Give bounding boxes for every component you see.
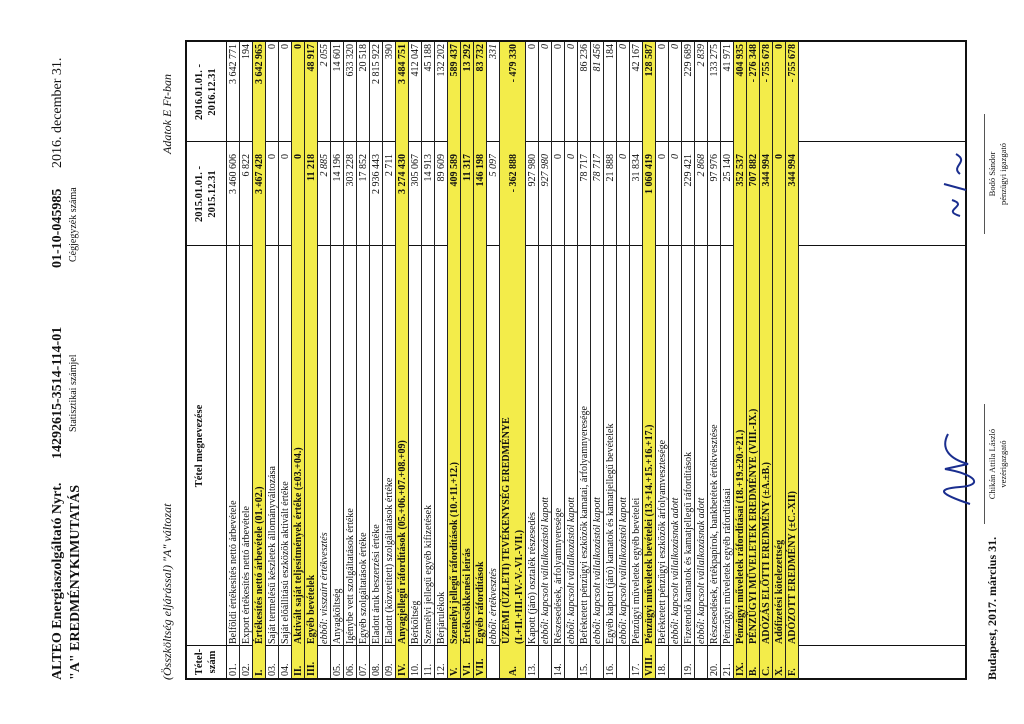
value-2015: 0 — [774, 154, 785, 159]
table-row — [344, 42, 357, 678]
row-code: IV. — [397, 663, 408, 676]
value-2015: 78 717 — [592, 154, 603, 182]
table-row — [253, 42, 266, 678]
value-2016: 83 732 — [475, 44, 486, 72]
stat-number: 14292615-3514-114-01 — [50, 326, 65, 459]
row-label: Saját termelésű készletek állományváltozása — [267, 466, 278, 644]
value-2015: 0 — [267, 154, 278, 159]
reg-label: Cégjegyzék száma — [68, 187, 79, 262]
value-2016: 48 917 — [306, 44, 317, 72]
row-code: 20. — [709, 663, 720, 676]
value-2016: 3 642 965 — [254, 44, 265, 84]
row-label: Eladott áruk beszerzési értéke — [371, 524, 382, 644]
row-label: Eladott (közvetített) szolgáltatások értéke — [384, 477, 395, 644]
table-row — [643, 42, 656, 678]
value-2016: 42 167 — [631, 44, 642, 72]
col-header-name: Tétel megnevezése — [187, 246, 227, 646]
signer-name: Chikán Attila László — [987, 428, 997, 500]
report-date: 2016. december 31. — [50, 57, 65, 168]
row-label: Pénzügyi műveletek ráfordításai (18.+19.±20.+21.) — [735, 429, 746, 644]
value-2015: 2 868 — [696, 154, 707, 177]
row-label: ebből: értékvesztés — [488, 568, 499, 644]
row-label: Befektetett pénzügyi eszközök árfolyamvesztesége — [657, 439, 668, 644]
signature-block-2 — [984, 114, 1009, 234]
row-code: 06. — [345, 663, 356, 676]
value-2015: - 362 888 — [508, 154, 519, 193]
value-2015: 78 717 — [579, 154, 590, 182]
value-2016: 86 236 — [579, 44, 590, 72]
table-row — [370, 42, 383, 678]
value-2015: 2 711 — [384, 154, 395, 177]
row-label: Egyéb kapott (járó) kamatok és kamatjellegű bevételek — [605, 423, 616, 644]
value-2015: 2 885 — [319, 154, 330, 177]
row-label: Értékcsökkenési leírás — [462, 548, 473, 644]
row-code: 10. — [410, 663, 421, 676]
row-label: Aktivált saját teljesítmények értéke (±03.+04.) — [293, 447, 304, 644]
row-label: Bérjárulékok — [436, 591, 447, 644]
table-row — [539, 42, 552, 678]
row-label: Pénzügyi műveletek egyéb ráfordításai — [722, 488, 733, 644]
table-row — [461, 42, 474, 678]
value-2015: 21 888 — [605, 154, 616, 182]
table-row — [682, 42, 695, 678]
company-name: ALTEO Energiaszolgáltató Nyrt. — [50, 482, 65, 680]
value-2016: 2 839 — [696, 44, 707, 67]
col-header-code: Tétel- szám — [187, 646, 227, 678]
table-row — [266, 42, 279, 678]
table-row — [279, 42, 292, 678]
table-row — [773, 42, 786, 678]
signature-2 — [930, 144, 980, 224]
row-label: Kapott (járó) osztalék részesedés — [527, 512, 538, 644]
row-label: Egyéb bevételek — [306, 574, 317, 644]
row-code: IX. — [735, 662, 746, 676]
value-2015: 0 — [566, 154, 577, 159]
table-row — [656, 42, 669, 678]
row-code: VIII. — [644, 654, 655, 676]
row-label: Személyi jellegű ráfordítások (10.+11.+12.) — [449, 462, 460, 644]
signer-name: Bodó Sándor — [987, 151, 997, 197]
row-code: F. — [787, 668, 798, 676]
row-code: 19. — [683, 663, 694, 676]
row-label: ebből: kapcsolt vállalkozásnak adott — [696, 497, 707, 644]
table-row — [591, 42, 604, 678]
row-code: V. — [449, 667, 460, 676]
row-label: ebből: kapcsolt vállalkozástól kapott — [566, 497, 577, 644]
table-row — [721, 42, 734, 678]
row-label: Pénzügyi műveletek bevételei (13.+14.+15.+16.+17.) — [644, 424, 655, 644]
row-label: Fizetendő kamatok és kamatjellegű ráfordítások — [683, 451, 694, 644]
row-label: Befektetett pénzügyi eszközök kamatai, árfolyamnyeresége — [579, 406, 590, 644]
value-2016: 412 047 — [410, 44, 421, 77]
row-label: ADÓZÁS ELŐTTI EREDMÉNY (±A.±B.) — [761, 461, 772, 644]
value-2016: 20 518 — [358, 44, 369, 72]
value-2015: 17 852 — [358, 154, 369, 182]
value-2016: 2 055 — [319, 44, 330, 67]
value-2016: 194 — [241, 44, 252, 59]
value-2016: 0 — [774, 44, 785, 49]
value-2015: 707 882 — [748, 154, 759, 187]
table-row — [760, 42, 773, 678]
report-title: "A" EREDMÉNYKIMUTATÁS — [68, 484, 83, 680]
table-row — [630, 42, 643, 678]
row-code: 14. — [553, 663, 564, 676]
reg-number: 01-10-045985 — [50, 188, 65, 268]
table-row — [578, 42, 591, 678]
table-row — [318, 42, 331, 678]
table-row — [357, 42, 370, 678]
value-2015: 0 — [618, 154, 629, 159]
value-2016: 81 456 — [592, 44, 603, 72]
value-2016: - 276 348 — [748, 44, 759, 83]
signature-line — [984, 114, 985, 234]
value-2016: 0 — [280, 44, 291, 49]
table-row — [474, 42, 487, 678]
value-2016: 0 — [553, 44, 564, 49]
row-code: VI. — [462, 662, 473, 676]
signer-title: pénzügyi igazgató — [998, 142, 1008, 206]
value-2016: 0 — [267, 44, 278, 49]
value-2016: 404 935 — [735, 44, 746, 77]
row-code: 13. — [527, 663, 538, 676]
value-2016: 132 202 — [436, 44, 447, 77]
row-label: Egyéb szolgáltatások értéke — [358, 532, 369, 644]
row-label: Személyi jellegű egyéb kifizetések — [423, 504, 434, 644]
value-2015: 3 460 606 — [228, 154, 239, 194]
row-code: 01. — [228, 663, 239, 676]
table-row — [383, 42, 396, 678]
col-header-period2: 2016.01.01. - 2016.12.31 — [187, 42, 227, 142]
row-label: ebből: kapcsolt vállalkozástól kapott — [592, 497, 603, 644]
table-row — [526, 42, 539, 678]
row-label: Egyéb ráfordítások — [475, 561, 486, 644]
row-code: 04. — [280, 663, 291, 676]
value-2015: 0 — [670, 154, 681, 159]
value-2015: 409 589 — [449, 154, 460, 187]
table-row — [695, 42, 708, 678]
value-2015: 11 317 — [462, 154, 473, 181]
row-label: Pénzügyi műveletek egyéb bevételei — [631, 497, 642, 644]
value-2016: 0 — [527, 44, 538, 49]
row-label: Bérköltség — [410, 600, 421, 644]
row-code: 16. — [605, 663, 616, 676]
value-2015: 1 060 419 — [644, 154, 655, 194]
table-row — [617, 42, 630, 678]
stat-label: Statisztikai számjel — [68, 354, 79, 432]
table-row — [305, 42, 318, 678]
value-2015: 146 198 — [475, 154, 486, 187]
table-row — [552, 42, 565, 678]
table-row — [734, 42, 747, 678]
value-2016: - 755 678 — [761, 44, 772, 83]
table-row — [565, 42, 578, 678]
col-header-period1: 2015.01.01. - 2015.12.31 — [187, 142, 227, 246]
row-code: 03. — [267, 663, 278, 676]
value-2016: 128 587 — [644, 44, 655, 77]
row-label: Belföldi értékesítés nettó árbevétele — [228, 500, 239, 644]
value-2016: 0 — [670, 44, 681, 49]
row-code: 15. — [579, 663, 590, 676]
table-row — [331, 42, 344, 678]
value-2015: 229 421 — [683, 154, 694, 187]
row-code: 07. — [358, 663, 369, 676]
value-2015: 305 067 — [410, 154, 421, 187]
table-row — [604, 42, 617, 678]
row-label: ebből: visszaírt értékvesztés — [319, 532, 330, 644]
value-2015: 6 822 — [241, 154, 252, 177]
value-2016: 0 — [657, 44, 668, 49]
row-label: PÉNZÜGYI MŰVELETEK EREDMÉNYE (VIII.-IX.) — [748, 408, 759, 644]
table-row — [396, 42, 409, 678]
row-code: 17. — [631, 663, 642, 676]
value-2015: 0 — [553, 154, 564, 159]
signature-line — [984, 404, 985, 524]
table-row — [227, 42, 240, 678]
value-2016: 3 642 771 — [228, 44, 239, 84]
table-row — [435, 42, 448, 678]
table-row — [786, 42, 799, 678]
variant-caption: (Összköltség eljárással) "A" változat — [160, 503, 174, 680]
row-label: ADÓZOTT EREDMÉNY (±C.-XII) — [787, 491, 798, 644]
row-label: Saját előállítású eszközök aktivált értéke — [280, 481, 291, 644]
value-2016: 331 — [488, 44, 499, 59]
table-row — [448, 42, 461, 678]
row-label: Adófizetési kötelezettség — [774, 539, 785, 644]
row-label: Export értékesítés nettó árbevétele — [241, 506, 252, 644]
value-2016: 2 815 922 — [371, 44, 382, 84]
row-code: B. — [748, 666, 759, 676]
table-row — [747, 42, 760, 678]
table-row — [292, 42, 305, 678]
value-2016: 184 — [605, 44, 616, 59]
row-label: ebből: kapcsolt vállalkozástól kapott — [618, 497, 629, 644]
value-2015: 14 913 — [423, 154, 434, 182]
row-code: VII. — [475, 658, 486, 676]
value-2015: 31 834 — [631, 154, 642, 182]
value-2016: 13 292 — [462, 44, 473, 72]
value-2015: 5 097 — [488, 154, 499, 177]
value-2015: 352 537 — [735, 154, 746, 187]
value-2015: 14 196 — [332, 154, 343, 182]
value-2015: 3 274 430 — [397, 154, 408, 194]
value-2016: 0 — [293, 44, 304, 49]
place-date: Budapest, 2017. március 31. — [985, 536, 999, 680]
row-label: Igénybe vett szolgáltatások értéke — [345, 508, 356, 644]
row-label: Anyagjellegű ráfordítások (05.+06.+07.+08.+09) — [397, 440, 408, 644]
row-code: 08. — [371, 663, 382, 676]
value-2015: 2 936 443 — [371, 154, 382, 194]
value-2016: 0 — [566, 44, 577, 49]
value-2015: 344 994 — [761, 154, 772, 187]
row-label: Anyagköltség — [332, 588, 343, 644]
signature-1 — [930, 429, 980, 509]
row-code: I. — [254, 669, 265, 676]
row-label: ebből: kapcsolt vállalkozástól kapott — [540, 497, 551, 644]
row-label: ebből: kapcsolt vállalkozásnak adott — [670, 497, 681, 644]
value-2015: 11 218 — [306, 154, 317, 181]
row-code: 21. — [722, 663, 733, 676]
row-code: A. — [508, 666, 519, 676]
row-code: III. — [306, 661, 317, 676]
unit-caption: Adatok E Ft-ban — [160, 74, 174, 154]
value-2015: 927 980 — [540, 154, 551, 187]
value-2016: 390 — [384, 44, 395, 59]
row-label: Részesedések, árfolyamnyeresége — [553, 507, 564, 644]
value-2016: 589 437 — [449, 44, 460, 77]
value-2016: - 479 330 — [508, 44, 519, 83]
row-label: Részesedések, értékpapírok, bankbetétek értékvesztése — [709, 424, 720, 644]
value-2016: 41 971 — [722, 44, 733, 72]
value-2016: 0 — [540, 44, 551, 49]
value-2016: - 755 678 — [787, 44, 798, 83]
signer-title: vezérigazgató — [998, 440, 1008, 488]
table-row — [708, 42, 721, 678]
table-row — [487, 42, 500, 678]
value-2016: 14 601 — [332, 44, 343, 72]
table-row — [422, 42, 435, 678]
row-label: ÜZEMI (ÜZLETI) TEVÉKENYSÉG EREDMÉNYE (I.+II.+III.-IV.-V.-VI.-VII.) — [501, 417, 525, 644]
value-2015: 0 — [280, 154, 291, 159]
row-code: X. — [774, 666, 785, 676]
value-2016: 229 689 — [683, 44, 694, 77]
row-label: Értékesítés nettó árbevétele (01.+02.) — [254, 486, 265, 644]
income-statement-table — [185, 40, 967, 680]
value-2016: 3 484 751 — [397, 44, 408, 84]
value-2015: 89 609 — [436, 154, 447, 182]
value-2015: 344 994 — [787, 154, 798, 187]
row-code: 11. — [423, 663, 434, 676]
value-2016: 633 320 — [345, 44, 356, 77]
value-2015: 3 467 428 — [254, 154, 265, 194]
value-2015: 97 976 — [709, 154, 720, 182]
row-code: 18. — [657, 663, 668, 676]
row-code: 05. — [332, 663, 343, 676]
row-code: 12. — [436, 663, 447, 676]
value-2015: 25 140 — [722, 154, 733, 182]
value-2016: 133 275 — [709, 44, 720, 77]
value-2016: 0 — [618, 44, 629, 49]
table-row — [409, 42, 422, 678]
row-code: 02. — [241, 663, 252, 676]
row-code: 09. — [384, 663, 395, 676]
row-code: II. — [293, 665, 304, 676]
table-row — [669, 42, 682, 678]
table-row — [500, 42, 526, 678]
value-2016: 45 188 — [423, 44, 434, 72]
value-2015: 303 228 — [345, 154, 356, 187]
table-row — [240, 42, 253, 678]
signature-block-1 — [984, 404, 1009, 524]
value-2015: 0 — [293, 154, 304, 159]
row-code: C. — [761, 666, 772, 676]
value-2015: 0 — [657, 154, 668, 159]
value-2015: 927 980 — [527, 154, 538, 187]
